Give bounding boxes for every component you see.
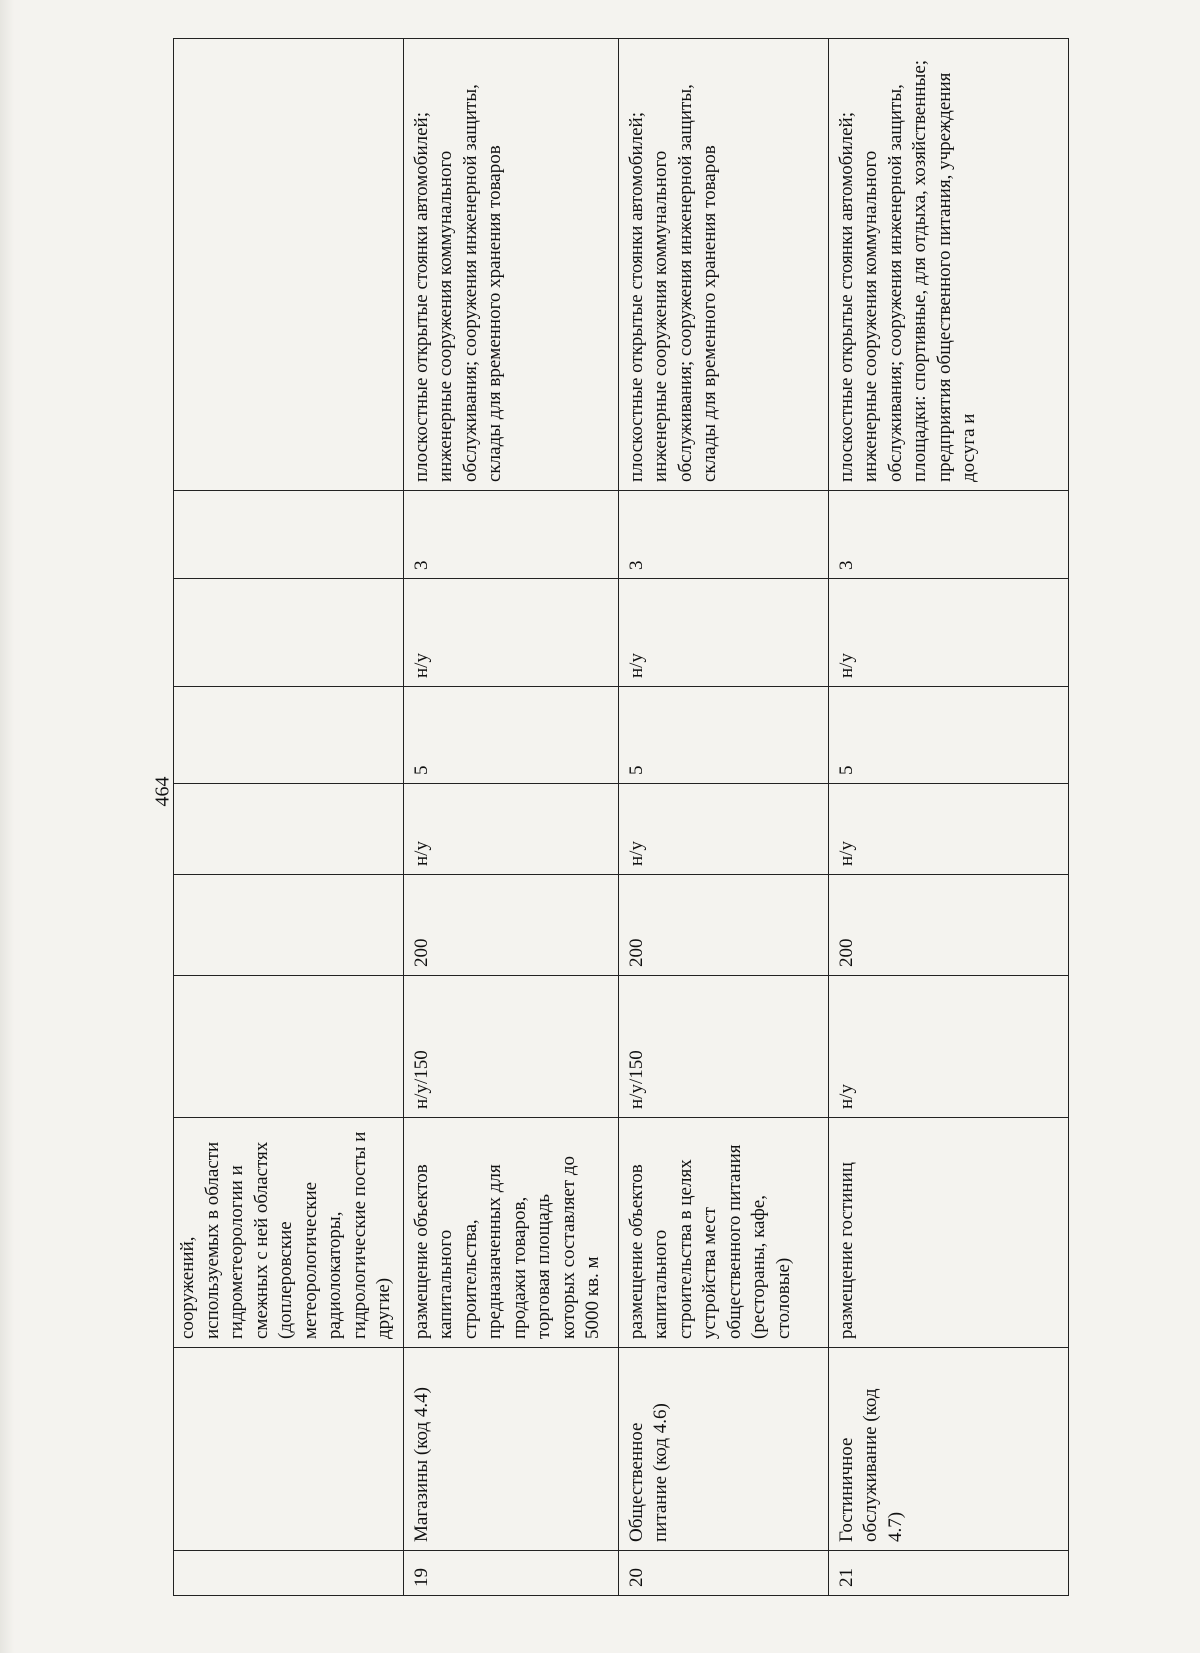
cell-value: 200 [828,875,1068,976]
left-scan-edge [0,0,14,1653]
cell-structures [174,39,404,491]
cell-name: Магазины (код 4.4) [403,1348,618,1551]
cell-num: 21 [828,1551,1068,1596]
cell-num [174,1551,404,1596]
table-row [174,39,404,1596]
land-use-table [173,38,1069,1596]
cell-value: 3 [828,491,1068,579]
cell-structures: плоскостные открытые стоянки автомобилей; инженерные сооружения коммунального обслуживания; сооружения инженерной защиты, склады для временного хранения товаров [618,39,828,491]
cell-value [174,875,404,976]
cell-value: н/у/150 [618,976,828,1118]
cell-value: 5 [403,687,618,784]
cell-value [174,579,404,687]
cell-value: 200 [618,875,828,976]
table-row [618,39,828,1596]
rotated-table-wrapper [173,39,1053,1596]
cell-value: н/у [618,784,828,875]
cell-structures: плоскостные открытые стоянки автомобилей; инженерные сооружения коммунального обслуживания; сооружения инженерной защиты, склады для временного хранения товаров [403,39,618,491]
cell-value: н/у [828,784,1068,875]
cell-description: размещение объектов капитального строительства в целях устройства мест общественного питания (рестораны, кафе, столовые) [618,1118,828,1348]
cell-value [174,976,404,1118]
cell-structures: плоскостные открытые стоянки автомобилей; инженерные сооружения коммунального обслуживания; сооружения инженерной защиты, площадки: спортивные, для отдыха, хозяйственные; предприятия общественного питания, учреждения досуга и [828,39,1068,491]
table-row [403,39,618,1596]
cell-value [174,687,404,784]
cell-description: сооружений, используемых в области гидрометеорологии и смежных с ней областях (доплеровские метеорологические радиолокаторы, гидрологические посты и другие) [174,1118,404,1348]
cell-name: Гостиничное обслуживание (код 4.7) [828,1348,1068,1551]
cell-value: н/у [403,579,618,687]
cell-value: 3 [618,491,828,579]
cell-value: н/у [618,579,828,687]
cell-value [174,491,404,579]
cell-name: Общественное питание (код 4.6) [618,1348,828,1551]
cell-value: 5 [828,687,1068,784]
cell-description: размещение гостиниц [828,1118,1068,1348]
cell-name [174,1348,404,1551]
cell-value: 5 [618,687,828,784]
cell-value: н/у [828,579,1068,687]
cell-value: 3 [403,491,618,579]
cell-value: н/у/150 [403,976,618,1118]
table-row [828,39,1068,1596]
cell-description: размещение объектов капитального строительства, предназначенных для продажи товаров, торговая площадь которых составляет до 5000 кв. м [403,1118,618,1348]
cell-num: 19 [403,1551,618,1596]
cell-value: 200 [403,875,618,976]
cell-value: н/у [403,784,618,875]
cell-value: н/у [828,976,1068,1118]
cell-value [174,784,404,875]
cell-num: 20 [618,1551,828,1596]
page-number: 464 [151,776,174,807]
